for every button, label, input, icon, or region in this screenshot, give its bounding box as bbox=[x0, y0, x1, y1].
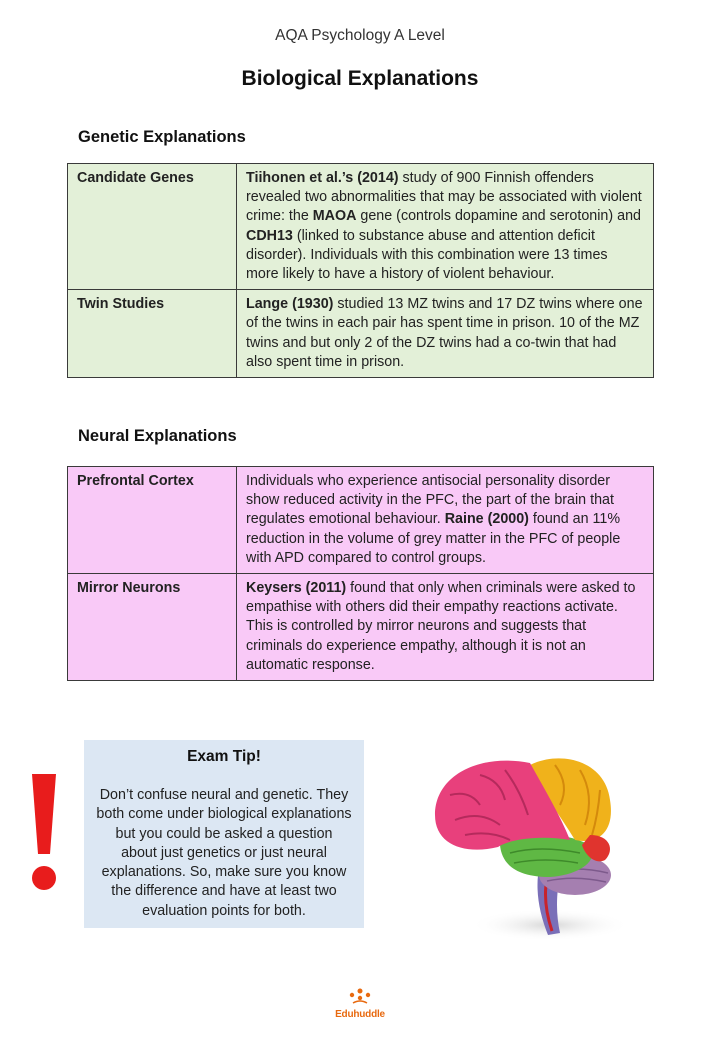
term-cell: Candidate Genes bbox=[68, 164, 237, 290]
logo-people-icon bbox=[347, 988, 373, 1004]
exclamation-icon bbox=[24, 770, 64, 895]
page-title: Biological Explanations bbox=[241, 67, 479, 90]
document-subject: AQA Psychology A Level bbox=[275, 27, 445, 44]
description-cell bbox=[237, 164, 654, 290]
description-cell bbox=[237, 574, 654, 681]
description-cell bbox=[237, 290, 654, 378]
exam-tip-box bbox=[84, 740, 364, 928]
bold-text: Lange (1930) bbox=[246, 296, 334, 313]
table-row bbox=[68, 290, 654, 378]
bold-text: MAOA bbox=[312, 208, 357, 225]
bold-text: Tiihonen et al.’s (2014) bbox=[246, 170, 399, 186]
body-text: studied 13 MZ twins and 17 DZ twins where one of the twins in each pair has spent time in prison. 10 of the MZ twins and but only 2 of the DZ twins had a co-twin that had also spent time in prison. bbox=[246, 296, 643, 370]
body-text: found an 11% reduction in the volume of grey matter in the PFC of people with APD compared to control groups. bbox=[246, 511, 621, 566]
genetic-section-heading: Genetic Explanations bbox=[78, 128, 246, 146]
body-text: Individuals who experience antisocial personality disorder show reduced activity in the PFC, the part of the brain that regulates emotional behaviour. bbox=[246, 473, 614, 528]
body-text: study of 900 Finnish offenders revealed two abnormalities that may be associated with violent crime: the bbox=[246, 170, 642, 225]
bold-text: CDH13 bbox=[246, 227, 293, 244]
body-text: gene (controls dopamine and serotonin) and bbox=[356, 208, 641, 225]
exam-tip-title: Exam Tip! bbox=[187, 748, 261, 765]
neural-table bbox=[67, 466, 654, 681]
brain-illustration bbox=[410, 735, 655, 945]
logo-wordmark: Eduhuddle bbox=[335, 1009, 385, 1020]
eduhuddle-logo bbox=[330, 988, 390, 1018]
term-cell: Twin Studies bbox=[68, 290, 237, 378]
bold-text: Raine (2000) bbox=[444, 511, 529, 528]
neural-section-heading: Neural Explanations bbox=[78, 427, 237, 445]
exam-tip-text: Don’t confuse neural and genetic. They both come under biological explanations but you could be asked a question about just genetics or just neural explanations. So, make sure you know the difference and have at least two evaluation points for both. bbox=[96, 787, 352, 919]
term-cell: Mirror Neurons bbox=[68, 574, 237, 681]
description-cell bbox=[237, 467, 654, 574]
body-text: (linked to substance abuse and attention deficit disorder). Individuals with this combination were 13 times more likely to have a history of violent behaviour. bbox=[246, 227, 608, 283]
table-row bbox=[68, 164, 654, 290]
genetic-table bbox=[67, 163, 654, 378]
body-text: found that only when criminals were asked to empathise with others did their empathy reactions activate. This is controlled by mirror neurons and suggests that criminals do experience empathy, although it is not an automatic response. bbox=[246, 580, 636, 673]
bold-text: Keysers (2011) bbox=[246, 580, 347, 597]
table-row bbox=[68, 574, 654, 681]
term-cell: Prefrontal Cortex bbox=[68, 467, 237, 574]
table-row bbox=[68, 467, 654, 574]
